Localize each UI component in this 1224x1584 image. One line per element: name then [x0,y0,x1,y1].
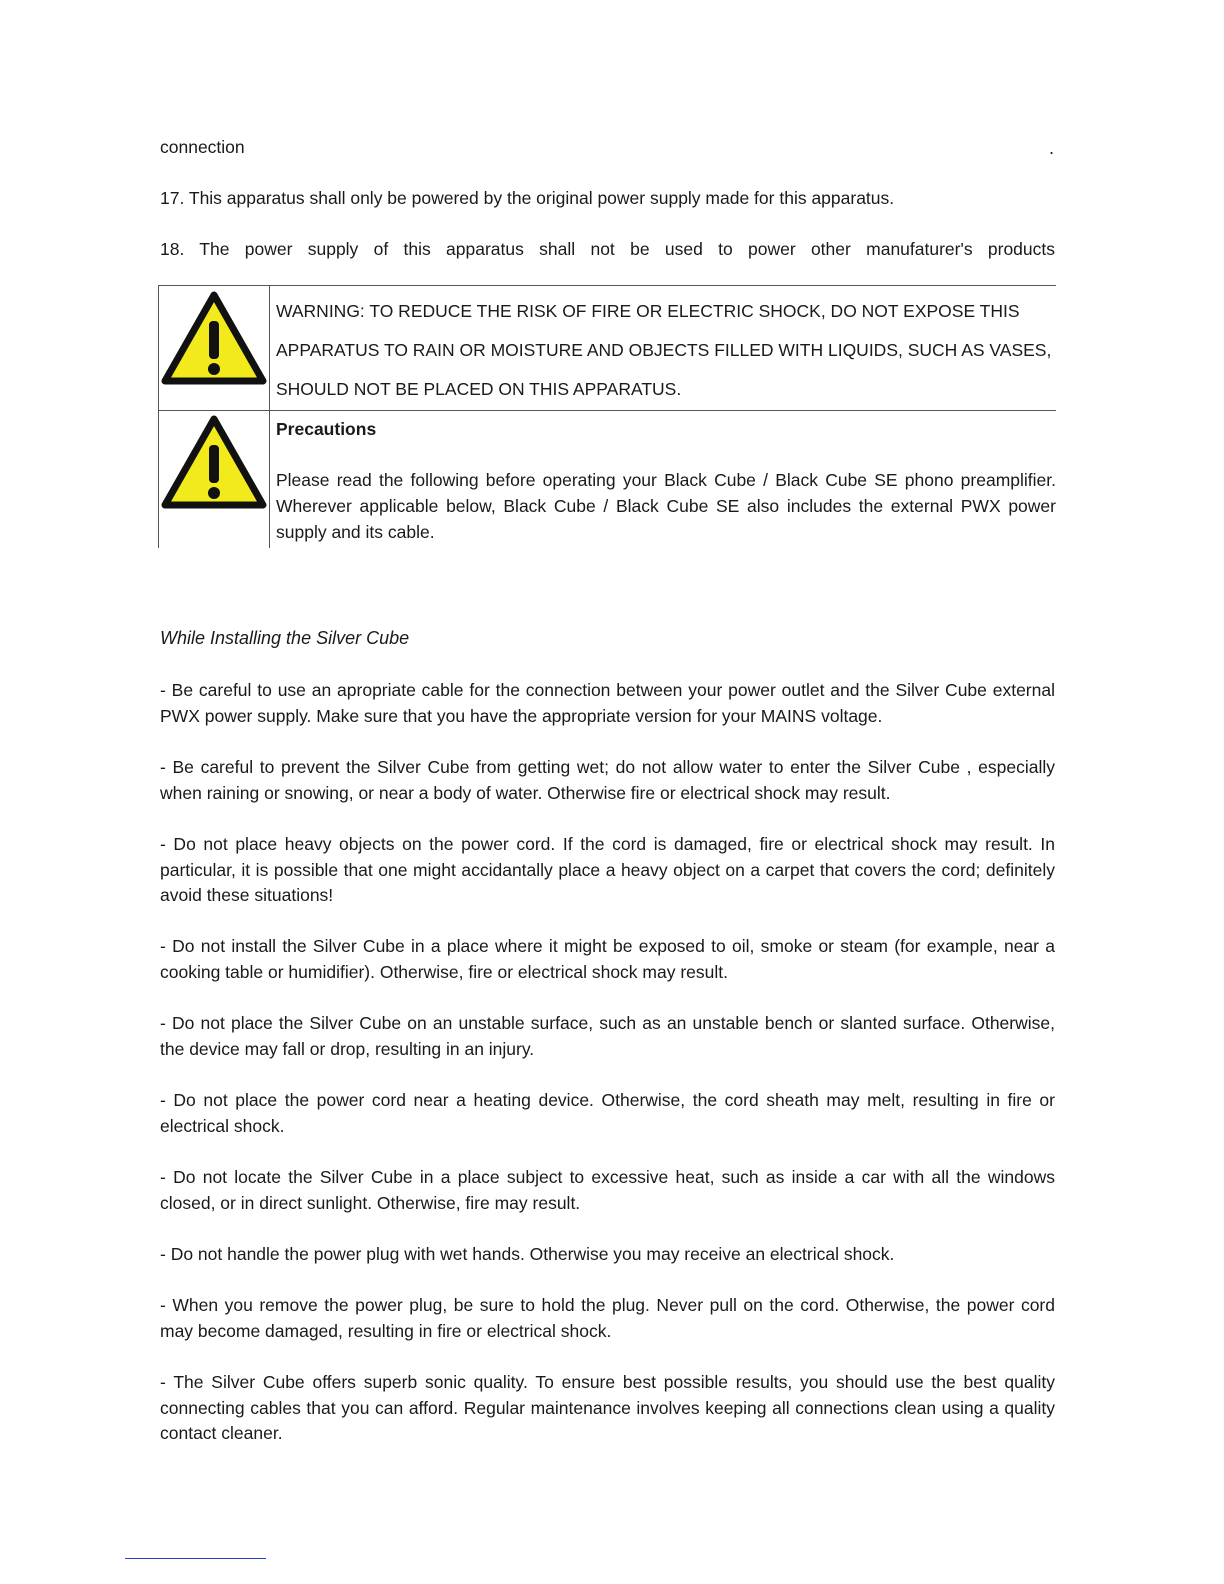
warning-box [158,285,1056,411]
section-title: While Installing the Silver Cube [160,628,410,648]
item-18: 18. The power supply of this apparatus shall not be used to power other manufaturer's products [160,239,1055,259]
precautions-box [158,409,1056,548]
warning-text: WARNING: TO REDUCE THE RISK OF FIRE OR ELECTRIC SHOCK, DO NOT EXPOSE THIS APPARATUS TO RAIN OR MOISTURE AND OBJECTS FILLED WITH LIQUIDS, SUCH AS VASES, SHOULD NOT BE PLACED ON THIS APPARATUS. [276,301,1052,399]
paragraph: - Do not install the Silver Cube in a place where it might be exposed to oil, smoke or steam (for example, near a cooking table or humidifier). Otherwise, fire or electrical shock may result. [160,936,1055,982]
paragraph: - Do not locate the Silver Cube in a place subject to excessive heat, such as inside a car with all the windows closed, or in direct sunlight. Otherwise, fire may result. [160,1167,1055,1213]
precautions-divider [269,409,270,548]
paragraph: - Do not place the Silver Cube on an unstable surface, such as an unstable bench or slanted surface. Otherwise, the device may fall or drop, resulting in an injury. [160,1013,1055,1059]
precautions-title: Precautions [276,419,377,439]
paragraph: - Do not handle the power plug with wet hands. Otherwise you may receive an electrical shock. [160,1244,895,1264]
warning-triangle-icon [161,289,267,389]
paragraph: - Do not place heavy objects on the power cord. If the cord is damaged, fire or electrical shock may result. In particular, it is possible that one might accidantally place a heavy object on a carpet that covers the cord; definitely avoid these situations! [160,834,1055,905]
item-17: 17. This apparatus shall only be powered by the original power supply made for this apparatus. [160,188,895,208]
paragraph: - Be careful to prevent the Silver Cube from getting wet; do not allow water to enter the Silver Cube , especially when raining or snowing, or near a body of water. Otherwise fire or electrical shock may result. [160,757,1055,803]
paragraph: - Be careful to use an apropriate cable for the connection between your power outlet and the Silver Cube external PWX power supply. Make sure that you have the appropriate version for your MAINS voltage. [160,680,1055,726]
footnote-separator [125,1558,266,1559]
precautions-body: Please read the following before operating your Black Cube / Black Cube SE phono preamplifier. Wherever applicable below, Black Cube / Black Cube SE also includes the external PWX power supply and its cable. [276,470,1056,542]
continuation-text: connection [160,137,245,157]
paragraph: - The Silver Cube offers superb sonic quality. To ensure best possible results, you should use the best quality connecting cables that you can afford. Regular maintenance involves keeping all connections clean using a quality contact cleaner. [160,1372,1055,1443]
warning-divider [269,286,270,410]
warning-triangle-icon [161,413,267,513]
paragraph: - When you remove the power plug, be sure to hold the plug. Never pull on the cord. Otherwise, the power cord may become damaged, resulting in fire or electrical shock. [160,1295,1055,1341]
continuation-end: . [1048,138,1054,158]
paragraph: - Do not place the power cord near a heating device. Otherwise, the cord sheath may melt, resulting in fire or electrical shock. [160,1090,1055,1136]
